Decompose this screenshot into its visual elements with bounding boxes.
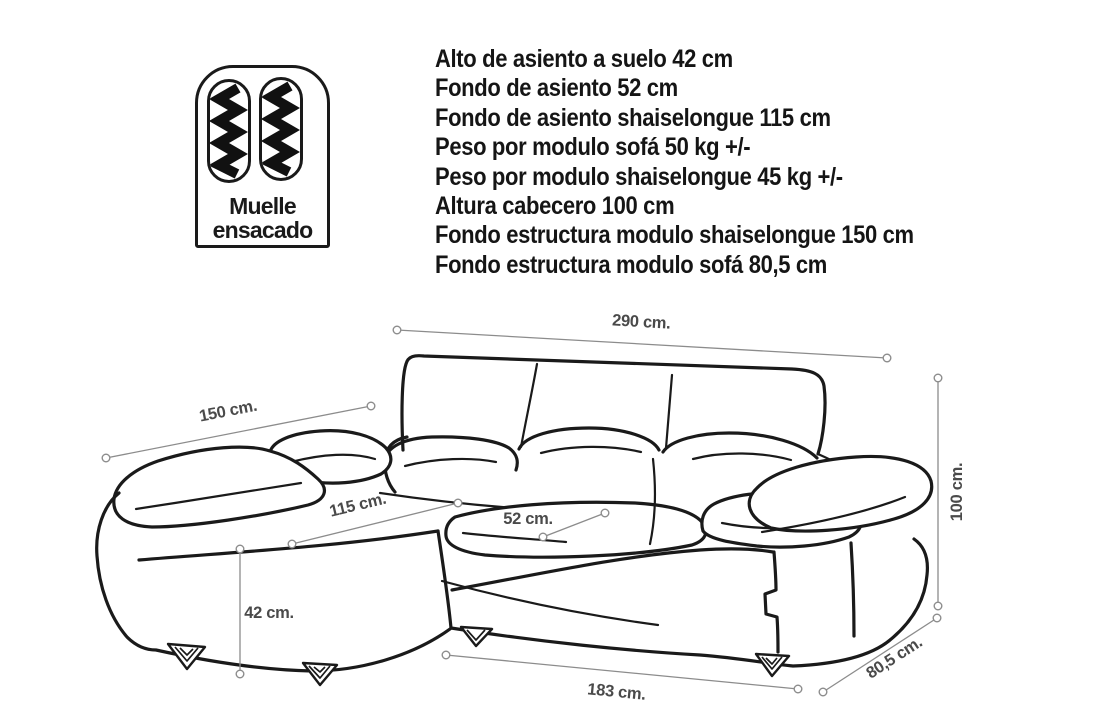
badge-title-line1: Muelle [229, 193, 296, 219]
dimension-label-seat-floor-height: 42 cm. [244, 604, 294, 622]
spec-line: Fondo estructura modulo shaiselongue 150 cm [435, 221, 914, 250]
dimension-label-headrest-height: 100 cm. [948, 462, 966, 522]
dimension-label-front-base-width: 183 cm. [586, 680, 647, 704]
armrest-pillow [749, 456, 931, 532]
dimension-label-chaise-seat-depth: 115 cm. [327, 489, 388, 521]
dimension-label-seat-depth: 52 cm. [503, 510, 553, 528]
spec-line: Fondo estructura modulo sofá 80,5 cm [435, 250, 827, 279]
spec-line: Alto de asiento a suelo 42 cm [435, 45, 733, 73]
spec-line: Peso por modulo sofá 50 kg +/- [435, 133, 751, 162]
sofa-backrest [402, 356, 866, 481]
dimension-label-total-width: 290 cm. [611, 311, 671, 333]
spec-line: Fondo de asiento shaiselongue 115 cm [435, 103, 831, 132]
dimension-label-sofa-structure-depth: 80,5 cm. [863, 633, 926, 683]
spec-line: Altura cabecero 100 cm [435, 192, 675, 221]
spec-line: Fondo de asiento 52 cm [435, 74, 678, 103]
dimension-label-chaise-structure-depth: 150 cm. [197, 396, 259, 426]
spec-line: Peso por modulo shaiselongue 45 kg +/- [435, 162, 843, 191]
badge-title-line2: ensacado [212, 217, 313, 243]
